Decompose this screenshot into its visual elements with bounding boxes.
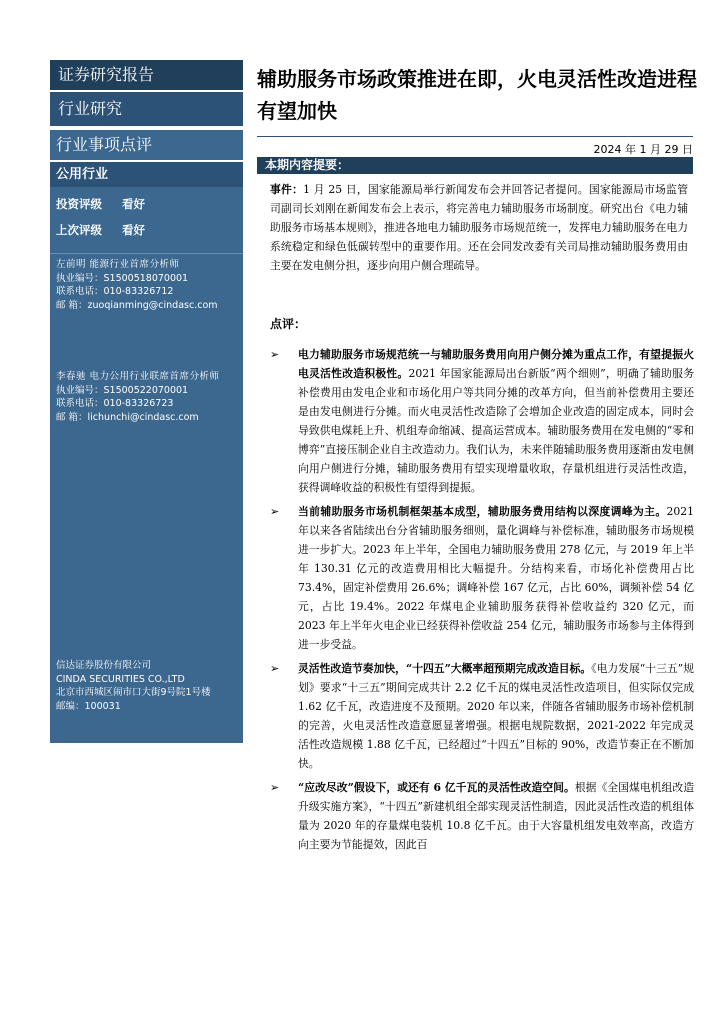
rating-label: 上次评级	[56, 223, 102, 237]
bullet-text: 根据《全国煤电机组改造升级实施方案》，“十四五”新建机组全部实现灵活性制造，因此灵活性改造的机组体量为 2020 年的存量煤电装机 10.8 亿千瓦。由于大容量机组发电效率高，改造方向主要为节能提效，因此百	[298, 781, 695, 851]
rating-label: 投资评级	[56, 197, 102, 211]
analysts-block	[50, 253, 243, 645]
analyst-card	[56, 370, 239, 424]
report-category: 行业研究	[50, 92, 243, 126]
bullet-text: 《电力发展“十三五”规划》要求“十三五”期间完成共计 2.2 亿千瓦的煤电灵活性改造项目，但实际仅完成 1.62 亿千瓦，改造进度不及预期。2020 年以来，伴随各省辅助服务市场补偿机制的完善，火电灵活性改造意愿显著增强。根据电规院数据，2021-2022 年完成灵活性改造规模 1.88 亿千瓦，已经超过“十四五”目标的 90%，改造节奏正在不断加快。	[298, 662, 694, 770]
arrow-bullet-icon: ➢	[270, 662, 280, 675]
comment-heading: 点评：	[270, 317, 307, 331]
bullet-text: 2021 年国家能源局出台新版“两个细则”，明确了辅助服务补偿费用由发电企业和市场化用户等共同分摊的改革方向，但当前补偿费用主要还是由发电侧进行分摊。而火电灵活性改造除了会增加企业改造的固定成本，同时会导致供电煤耗上升、机组寿命缩减、提高运营成本。辅助服务费用在发电侧的“零和博弈”直接压制企业自主改造动力。我们认为，未来伴随辅助服务费用逐渐由发电侧向用户侧进行分摊，辅助服务费用有望实现增量收取，存量机组进行灵活性改造，获得调峰收益的积极性有望得到提振。	[298, 367, 694, 494]
rating-value: 看好	[122, 197, 146, 211]
bullet-text: 2021 年以来各省陆续出台分省辅助服务细则，量化调峰与补偿标准，辅助服务市场规模进一步扩大。2023 年上半年，全国电力辅助服务费用 278 亿元，与 2019 年上半年 130.31 亿元的改造费用相比大幅提升。分结构来看，市场化补偿费用占比 73.4%，固定补偿费用 26.6%；调峰补偿 167 亿元，占比 60%，调频补偿 54 亿元，占比 19.4%。2022 年煤电企业辅助服务获得补偿收益约 320 亿元，而 2023 年上半年火电企业已经获得补偿收益 254 亿元，辅助服务市场参与主体得到进一步受益。	[298, 505, 694, 651]
arrow-bullet-icon: ➢	[270, 781, 280, 794]
event-text: 1 月 25 日，国家能源局举行新闻发布会并回答记者提问。国家能源局市场监管司副司长刘刚在新闻发布会上表示，将完善电力辅助服务市场制度。研究出台《电力辅助服务市场基本规则》，推进各地电力辅助服务市场规范统一，发挥电力辅助服务在电力系统稳定和绿色低碳转型中的重要作用。还在会同发改委有关司局推动辅助服务费用由主要在发电侧分担，逐步向用户侧合理疏导。	[270, 183, 688, 272]
analyst-card	[56, 258, 239, 312]
analyst-cert: 执业编号：S1500518070001	[56, 272, 189, 284]
rating-row	[56, 191, 237, 217]
sector-label: 公用行业	[50, 162, 243, 187]
rating-value: 看好	[122, 223, 146, 237]
analyst-phone: 联系电话：010-83326712	[56, 286, 174, 297]
report-title: 辅助服务市场政策推进在即，火电灵活性改造进程有望加快	[257, 67, 697, 123]
report-date: 2024 年 1 月 29 日	[257, 136, 693, 157]
analyst-name: 左前明 能源行业首席分析师	[56, 259, 180, 270]
analyst-email[interactable]: 邮 箱：zuoqianming@cindasc.com	[56, 299, 218, 311]
bullet-heading: 当前辅助服务市场机制框架基本成型，辅助服务费用结构以深度调峰为主。	[298, 505, 667, 518]
bullet-heading: 电力辅助服务市场规范统一与辅助服务费用向用户侧分摊为重点工作，有望提振火电灵活性改造积极性。	[298, 348, 694, 380]
analyst-cert: 执业编号：S1500522070001	[56, 384, 189, 396]
company-name-en: CINDA SECURITIES CO.,LTD	[56, 673, 185, 685]
arrow-bullet-icon: ➢	[270, 348, 280, 361]
sidebar	[50, 60, 243, 743]
bullet-heading: 灵活性改造节奏加快，“十四五”大概率超预期完成改造目标。	[298, 662, 592, 675]
summary-label: 本期内容提要：	[257, 157, 693, 174]
bullet-item	[270, 345, 694, 497]
event-paragraph	[270, 180, 688, 275]
bullet-heading: “应改尽改”假设下，或还有 6 亿千瓦的灵活性改造空间。	[298, 781, 575, 794]
bullet-item	[270, 502, 694, 654]
event-label: 事件：	[270, 183, 304, 196]
bullet-item	[270, 778, 694, 854]
company-block	[50, 645, 243, 743]
rating-row	[56, 217, 237, 243]
company-name-cn: 信达证券股份有限公司	[56, 660, 152, 671]
comment-bullets	[270, 345, 694, 859]
arrow-bullet-icon: ➢	[270, 505, 280, 518]
analyst-email[interactable]: 邮 箱：lichunchi@cindasc.com	[56, 411, 199, 423]
company-postcode: 邮编：100031	[56, 700, 121, 712]
analyst-name: 李春驰 电力公用行业联席首席分析师	[56, 371, 220, 382]
rating-block	[50, 187, 243, 253]
info-panel	[50, 187, 243, 743]
analyst-phone: 联系电话：010-83326723	[56, 398, 174, 409]
report-subcategory: 行业事项点评	[50, 130, 243, 160]
company-address: 北京市西城区闹市口大街9号院1号楼	[56, 687, 211, 698]
report-type: 证券研究报告	[50, 60, 243, 90]
bullet-item	[270, 659, 694, 773]
